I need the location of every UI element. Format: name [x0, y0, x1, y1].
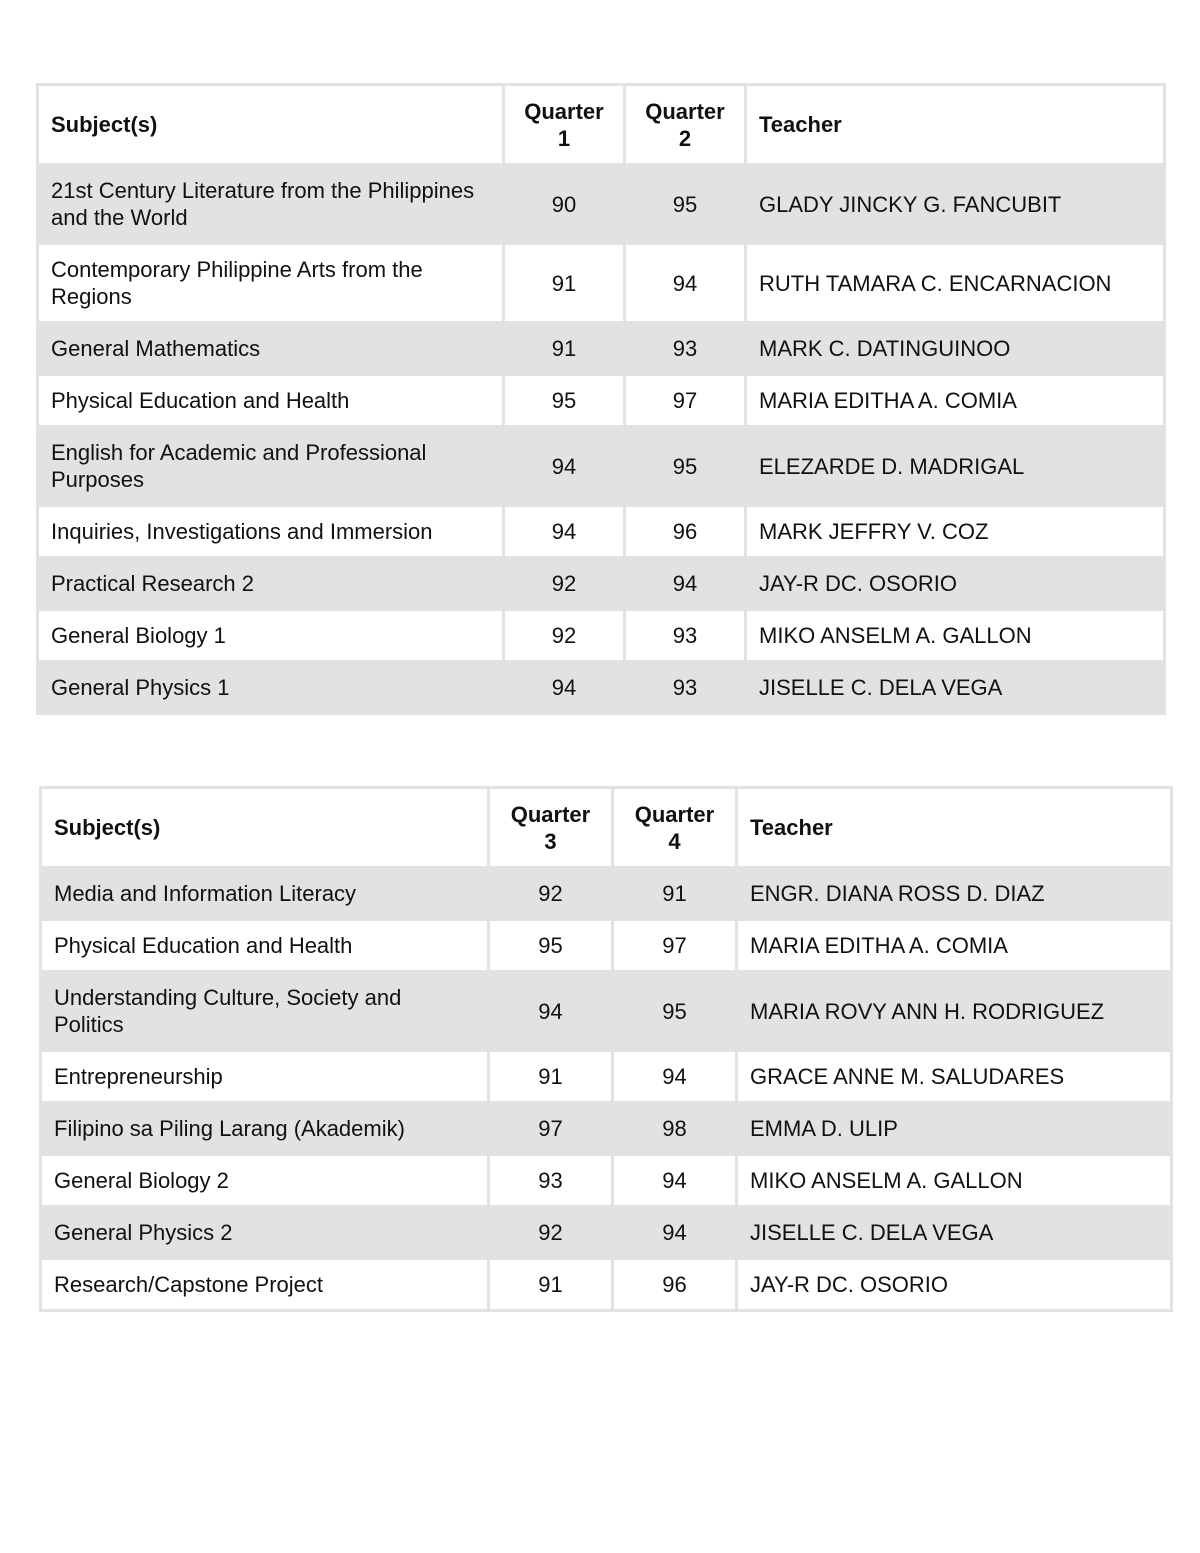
subject-cell: General Mathematics: [38, 323, 504, 375]
grade-cell: 92: [504, 610, 625, 662]
table-row: [38, 244, 1165, 323]
subject-cell: Research/Capstone Project: [41, 1259, 489, 1311]
teacher-cell: JISELLE C. DELA VEGA: [746, 662, 1165, 714]
grade-cell: 94: [504, 427, 625, 506]
header-quarter-label: Quarter: [634, 801, 715, 827]
table-row: [38, 427, 1165, 506]
subject-cell: Physical Education and Health: [41, 920, 489, 972]
teacher-cell: MARIA EDITHA A. COMIA: [737, 920, 1172, 972]
table-row: [41, 1207, 1172, 1259]
grade-cell: 93: [625, 662, 746, 714]
subject-cell: Filipino sa Piling Larang (Akademik): [41, 1103, 489, 1155]
subject-cell: Understanding Culture, Society and Politics: [41, 972, 489, 1051]
subject-cell: English for Academic and Professional Purposes: [38, 427, 504, 506]
grade-cell: 97: [613, 920, 737, 972]
table-row: [38, 323, 1165, 375]
header-quarter-number: 2: [678, 125, 692, 151]
teacher-cell: MARK C. DATINGUINOO: [746, 323, 1165, 375]
grades-table-q1-q2: [36, 83, 1166, 715]
grade-cell: 91: [489, 1051, 613, 1103]
grade-cell: 94: [504, 506, 625, 558]
table-row: [41, 1259, 1172, 1311]
grade-cell: 91: [613, 868, 737, 920]
header-teacher: Teacher: [737, 788, 1172, 868]
grade-cell: 94: [489, 972, 613, 1051]
grade-cell: 95: [489, 920, 613, 972]
grade-cell: 95: [504, 375, 625, 427]
grades-table-q3-q4: [39, 786, 1173, 1312]
table-row: [41, 920, 1172, 972]
table-row: [41, 1155, 1172, 1207]
subject-cell: Physical Education and Health: [38, 375, 504, 427]
grade-cell: 95: [625, 427, 746, 506]
subject-cell: General Biology 2: [41, 1155, 489, 1207]
grade-cell: 95: [625, 165, 746, 244]
teacher-cell: MIKO ANSELM A. GALLON: [737, 1155, 1172, 1207]
subject-cell: General Physics 1: [38, 662, 504, 714]
header-quarter-number: 1: [557, 125, 571, 151]
header-teacher: Teacher: [746, 85, 1165, 165]
header-quarter-label: Quarter: [524, 98, 604, 124]
subject-cell: Media and Information Literacy: [41, 868, 489, 920]
grade-cell: 90: [504, 165, 625, 244]
teacher-cell: GRACE ANNE M. SALUDARES: [737, 1051, 1172, 1103]
subject-cell: Contemporary Philippine Arts from the Regions: [38, 244, 504, 323]
grade-cell: 94: [504, 662, 625, 714]
subject-cell: Inquiries, Investigations and Immersion: [38, 506, 504, 558]
header-quarter-label: Quarter: [645, 98, 725, 124]
table-row: [38, 165, 1165, 244]
grade-cell: 98: [613, 1103, 737, 1155]
table-row: [41, 972, 1172, 1051]
teacher-cell: RUTH TAMARA C. ENCARNACION: [746, 244, 1165, 323]
teacher-cell: JAY-R DC. OSORIO: [737, 1259, 1172, 1311]
teacher-cell: EMMA D. ULIP: [737, 1103, 1172, 1155]
table-row: [41, 1103, 1172, 1155]
grade-cell: 97: [489, 1103, 613, 1155]
table-row: [38, 506, 1165, 558]
header-subject: Subject(s): [38, 85, 504, 165]
grade-cell: 93: [625, 323, 746, 375]
grade-cell: 94: [625, 558, 746, 610]
teacher-cell: MARIA EDITHA A. COMIA: [746, 375, 1165, 427]
teacher-cell: MIKO ANSELM A. GALLON: [746, 610, 1165, 662]
table-row: [38, 662, 1165, 714]
table-header-row: [41, 788, 1172, 868]
table-row: [38, 375, 1165, 427]
grade-cell: 92: [489, 1207, 613, 1259]
subject-cell: General Physics 2: [41, 1207, 489, 1259]
subject-cell: Entrepreneurship: [41, 1051, 489, 1103]
grade-cell: 96: [613, 1259, 737, 1311]
grade-cell: 93: [489, 1155, 613, 1207]
teacher-cell: JISELLE C. DELA VEGA: [737, 1207, 1172, 1259]
table-row: [38, 610, 1165, 662]
grade-cell: 91: [504, 323, 625, 375]
subject-cell: 21st Century Literature from the Philippines and the World: [38, 165, 504, 244]
teacher-cell: MARK JEFFRY V. COZ: [746, 506, 1165, 558]
header-subject: Subject(s): [41, 788, 489, 868]
header-quarter-number: 4: [668, 828, 681, 854]
table-header-row: [38, 85, 1165, 165]
grade-cell: 91: [489, 1259, 613, 1311]
header-quarter-4: [613, 788, 737, 868]
grade-cell: 94: [613, 1155, 737, 1207]
subject-cell: General Biology 1: [38, 610, 504, 662]
teacher-cell: JAY-R DC. OSORIO: [746, 558, 1165, 610]
grade-cell: 96: [625, 506, 746, 558]
header-quarter-1: [504, 85, 625, 165]
grade-cell: 92: [504, 558, 625, 610]
table-row: [41, 1051, 1172, 1103]
grade-cell: 94: [613, 1051, 737, 1103]
grade-cell: 94: [613, 1207, 737, 1259]
grade-cell: 95: [613, 972, 737, 1051]
header-quarter-3: [489, 788, 613, 868]
teacher-cell: ENGR. DIANA ROSS D. DIAZ: [737, 868, 1172, 920]
teacher-cell: MARIA ROVY ANN H. RODRIGUEZ: [737, 972, 1172, 1051]
grade-cell: 91: [504, 244, 625, 323]
header-quarter-number: 3: [544, 828, 557, 854]
header-quarter-label: Quarter: [510, 801, 591, 827]
grade-cell: 94: [625, 244, 746, 323]
header-quarter-2: [625, 85, 746, 165]
table-row: [41, 868, 1172, 920]
subject-cell: Practical Research 2: [38, 558, 504, 610]
teacher-cell: GLADY JINCKY G. FANCUBIT: [746, 165, 1165, 244]
teacher-cell: ELEZARDE D. MADRIGAL: [746, 427, 1165, 506]
table-row: [38, 558, 1165, 610]
grade-cell: 97: [625, 375, 746, 427]
grade-cell: 92: [489, 868, 613, 920]
grade-cell: 93: [625, 610, 746, 662]
